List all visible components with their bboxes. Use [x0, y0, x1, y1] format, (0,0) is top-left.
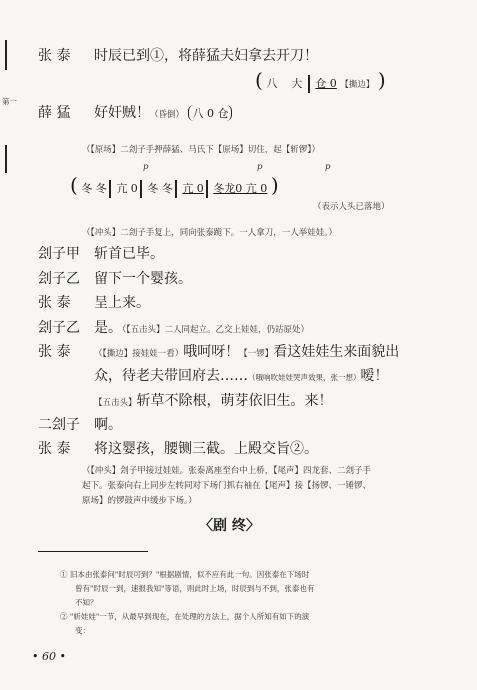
play-end-title: 〈剧 终〉 [199, 518, 260, 534]
footnote-1-l1: ① 旧本由张泰问"时辰可到？"根据剧情，似不应有此一句。因张泰在下场时 [60, 570, 310, 579]
footnote-2-l2: 变： [75, 626, 90, 635]
drum-notation: ( 冬 冬 亢 0 冬 冬 亢 0 冬龙0 亢 0 ) [70, 173, 279, 197]
dialogue-line-7: 张 泰 （【撕边】接娃娃一看）哦呵呀！【一锣】看这娃娃生来面貌出 [38, 344, 400, 360]
margin-rule-top [5, 40, 7, 70]
dialogue-line-9: 张 泰 将这婴孩，腰铡三截。上殿交旨②。 [38, 441, 318, 457]
dialogue-line-8: 二刽子 啊。 [38, 417, 122, 433]
stage-direction-2: （【冲头】二刽子手复上，同向张泰跪下。一人拿刀，一人举娃娃。） [82, 228, 338, 238]
dialogue-line-4: 刽子乙 留下一个婴孩。 [38, 271, 192, 287]
margin-note: 第一 [2, 97, 17, 106]
dialogue-line-7c: 【五击头】斩草不除根，萌芽依旧生。来！ [94, 393, 333, 409]
stage-direction-3-l2: 起下。张泰向右上同步左转同对下场门抓右袖在【尾声】接【扬锣、一锤锣、 [82, 481, 372, 491]
speech: 时辰已到①，将薛猛夫妇拿去开刀！ [94, 48, 318, 64]
speaker: 薛 猛 [38, 105, 71, 121]
dialogue-line-7b: 众，待老夫带回府去……（哦响吹娃娃哭声效果，张一想）嗳！ [94, 368, 389, 384]
footnote-1-l2: 曾有"时辰一到，速报我知"等语，则此时上场，时辰到与不到，张泰也有 [75, 584, 315, 593]
footnote-rule [38, 551, 148, 552]
page-number: • 60 • [32, 650, 66, 663]
percussion-2: 八 0 仓 [188, 105, 232, 121]
percussion-1: ( 八 大 仓 0 【撕边】 ) [255, 68, 386, 92]
drum-note: （表示人头已落地） [313, 202, 390, 212]
stage-direction-3-l1: （【冲头】刽子甲接过娃娃。张泰离座至台中上桥，【尾声】四龙套、二刽子手 [82, 466, 372, 476]
dialogue-line-6: 刽子乙 是。（【五击头】二人同起立。乙交上娃娃，仍站原处） [38, 320, 310, 336]
dialogue-line-2: 薛 猛 好奸贼！（昏倒） 八 0 仓 [38, 102, 232, 122]
dialogue-line-1 [38, 45, 318, 65]
stage-direction-1: （【原场】二刽子手押薛猛、马氏下【原场】切住，起【斩锣】） [82, 145, 321, 155]
stage-direction-3-l3: 原场】的锣鼓声中缓步下场。） [82, 496, 197, 506]
footnote-2-l1: ② "斩娃娃"一节，从最早到现在，在处理的方法上，据个人所知有如下的演 [60, 612, 310, 621]
dialogue-line-3: 刽子甲 斩首已毕。 [38, 246, 164, 262]
dialogue-line-5: 张 泰 呈上来。 [38, 295, 150, 311]
measure-bar [308, 75, 310, 93]
footnote-1-l3: 不知？ [75, 598, 98, 607]
margin-rule-mid [5, 145, 7, 173]
speaker: 张 泰 [38, 48, 71, 64]
